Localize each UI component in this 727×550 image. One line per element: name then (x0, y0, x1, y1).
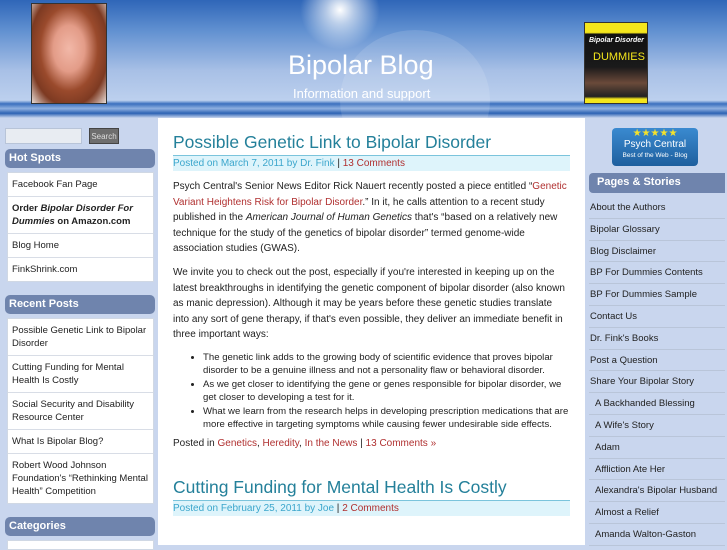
page-link[interactable]: Share Your Bipolar Story (589, 371, 725, 393)
author-photo[interactable] (31, 3, 107, 104)
list-item[interactable]: Blog Home (8, 234, 153, 258)
page-link[interactable]: Contact Us (589, 306, 725, 328)
post-meta: Posted on February 25, 2011 by Joe | 2 Comments (173, 501, 570, 516)
hot-spots-heading: Hot Spots (5, 149, 155, 168)
page-link[interactable]: About the Authors (589, 197, 725, 219)
search-button[interactable]: Search (89, 128, 119, 144)
category-link[interactable]: In the News (304, 437, 358, 449)
story-link[interactable]: A Backhanded Blessing (589, 393, 725, 415)
post-footer: Posted in Genetics, Heredity, In the News | 13 Comments » (173, 437, 437, 449)
page-link[interactable]: BP For Dummies Contents (589, 262, 725, 284)
story-link[interactable]: Alexandra's Bipolar Husband (589, 480, 725, 502)
bullet-item: • The genetic link adds to the growing body of scientific evidence that proves bipolar disorder to be a genuine illness and not a personality flaw or behavioral disorder. (203, 351, 570, 378)
categories-heading: Categories (5, 517, 155, 536)
list-item[interactable]: What Is Bipolar Blog? (8, 430, 153, 454)
main-content (158, 118, 585, 545)
category-link[interactable]: Heredity (262, 437, 300, 449)
list-item[interactable]: Social Security and Disability Resource Center (8, 393, 153, 430)
list-item[interactable]: Order Bipolar Disorder For Dummies on Amazon.com (8, 197, 153, 234)
hot-spots-list (7, 172, 154, 282)
page-link[interactable]: Post a Question (589, 350, 725, 372)
book-subtitle: DUMMIES (593, 51, 645, 63)
story-link[interactable]: Affliction Ate Her (589, 459, 725, 481)
site-tagline: Information and support (293, 86, 431, 101)
post-paragraph: We invite you to check out the post, especially if you're interested in keeping up on the latest breakthroughs in identifying the genetic component of bipolar disorder (also known as manic depression). Although it may be years before these genetic studies translate into any sort of gene therapy, if that's even possible, they deliver an immediate benefit in three important ways: (173, 266, 565, 341)
search-input[interactable] (5, 128, 82, 144)
comments-link[interactable]: 13 Comments (342, 158, 405, 169)
book-title: Bipolar Disorder (589, 37, 644, 44)
list-item[interactable]: Cutting Funding for Mental Health Is Costly (8, 356, 153, 393)
site-header: Bipolar Disorder DUMMIES Bipolar Blog Information and support (0, 0, 727, 118)
page-link[interactable]: BP For Dummies Sample (589, 284, 725, 306)
article-link[interactable]: Genetic Variant Heightens Risk for Bipolar Disorder (173, 181, 567, 208)
list-item[interactable]: Facebook Fan Page (8, 173, 153, 197)
list-item[interactable]: Robert Wood Johnson Foundation's “Rethinking Mental Health” Competition (12, 460, 148, 497)
story-link[interactable]: A Wife's Story (589, 415, 725, 437)
story-link[interactable]: Almost a Relief (589, 502, 725, 524)
badge-subtitle: Best of the Web - Blog (622, 152, 688, 159)
recent-posts-heading: Recent Posts (5, 295, 155, 314)
post-title[interactable]: Cutting Funding for Mental Health Is Costly (173, 477, 570, 501)
stars-icon: ★★★★★ (632, 128, 678, 139)
psych-central-badge[interactable] (612, 128, 698, 166)
category-link[interactable]: Genetics (217, 437, 257, 449)
categories-list (7, 540, 154, 550)
page-link[interactable]: Bipolar Glossary (589, 219, 725, 241)
story-link[interactable]: Amanda Walton-Gaston (589, 524, 725, 546)
bullet-item: • What we learn from the research helps in developing prescription medications that are more effective in targeting symptoms while causing fewer undesirable side effects. (203, 405, 570, 432)
post-meta: Posted on March 7, 2011 by Dr. Fink | 13 Comments (173, 156, 570, 171)
comments-link[interactable]: 2 Comments (342, 502, 399, 514)
pages-list (589, 197, 725, 546)
recent-posts-list (7, 318, 154, 504)
page-link[interactable]: Dr. Fink's Books (589, 328, 725, 350)
post-paragraph: Psych Central's Senior News Editor Rick Nauert recently posted a piece entitled “Genetic Variant Heightens Risk for Bipolar Disorder.” In it, he calls attention to a recent study published in the American Journal of Human Genetics that's “based on a relatively new technique for the study of the genetics of bipolar disorder” termed genome-wide association studies (GWAS). (173, 181, 567, 255)
story-link[interactable]: Adam (589, 437, 725, 459)
list-item[interactable]: FinkShrink.com (12, 264, 78, 275)
page-link[interactable]: Blog Disclaimer (589, 241, 725, 263)
book-cover[interactable] (584, 22, 648, 104)
badge-name: Psych Central (623, 139, 687, 150)
bullet-item: • As we get closer to identifying the gene or genes responsible for bipolar disorder, we get closer to developing a test for it. (203, 378, 570, 405)
header-glow (300, 0, 380, 50)
comments-link[interactable]: 13 Comments » (365, 437, 437, 449)
list-item[interactable]: Possible Genetic Link to Bipolar Disorder (8, 319, 153, 356)
pages-heading: Pages & Stories (589, 173, 725, 193)
post-bullets (203, 351, 570, 432)
post-title[interactable]: Possible Genetic Link to Bipolar Disorder (173, 132, 570, 156)
